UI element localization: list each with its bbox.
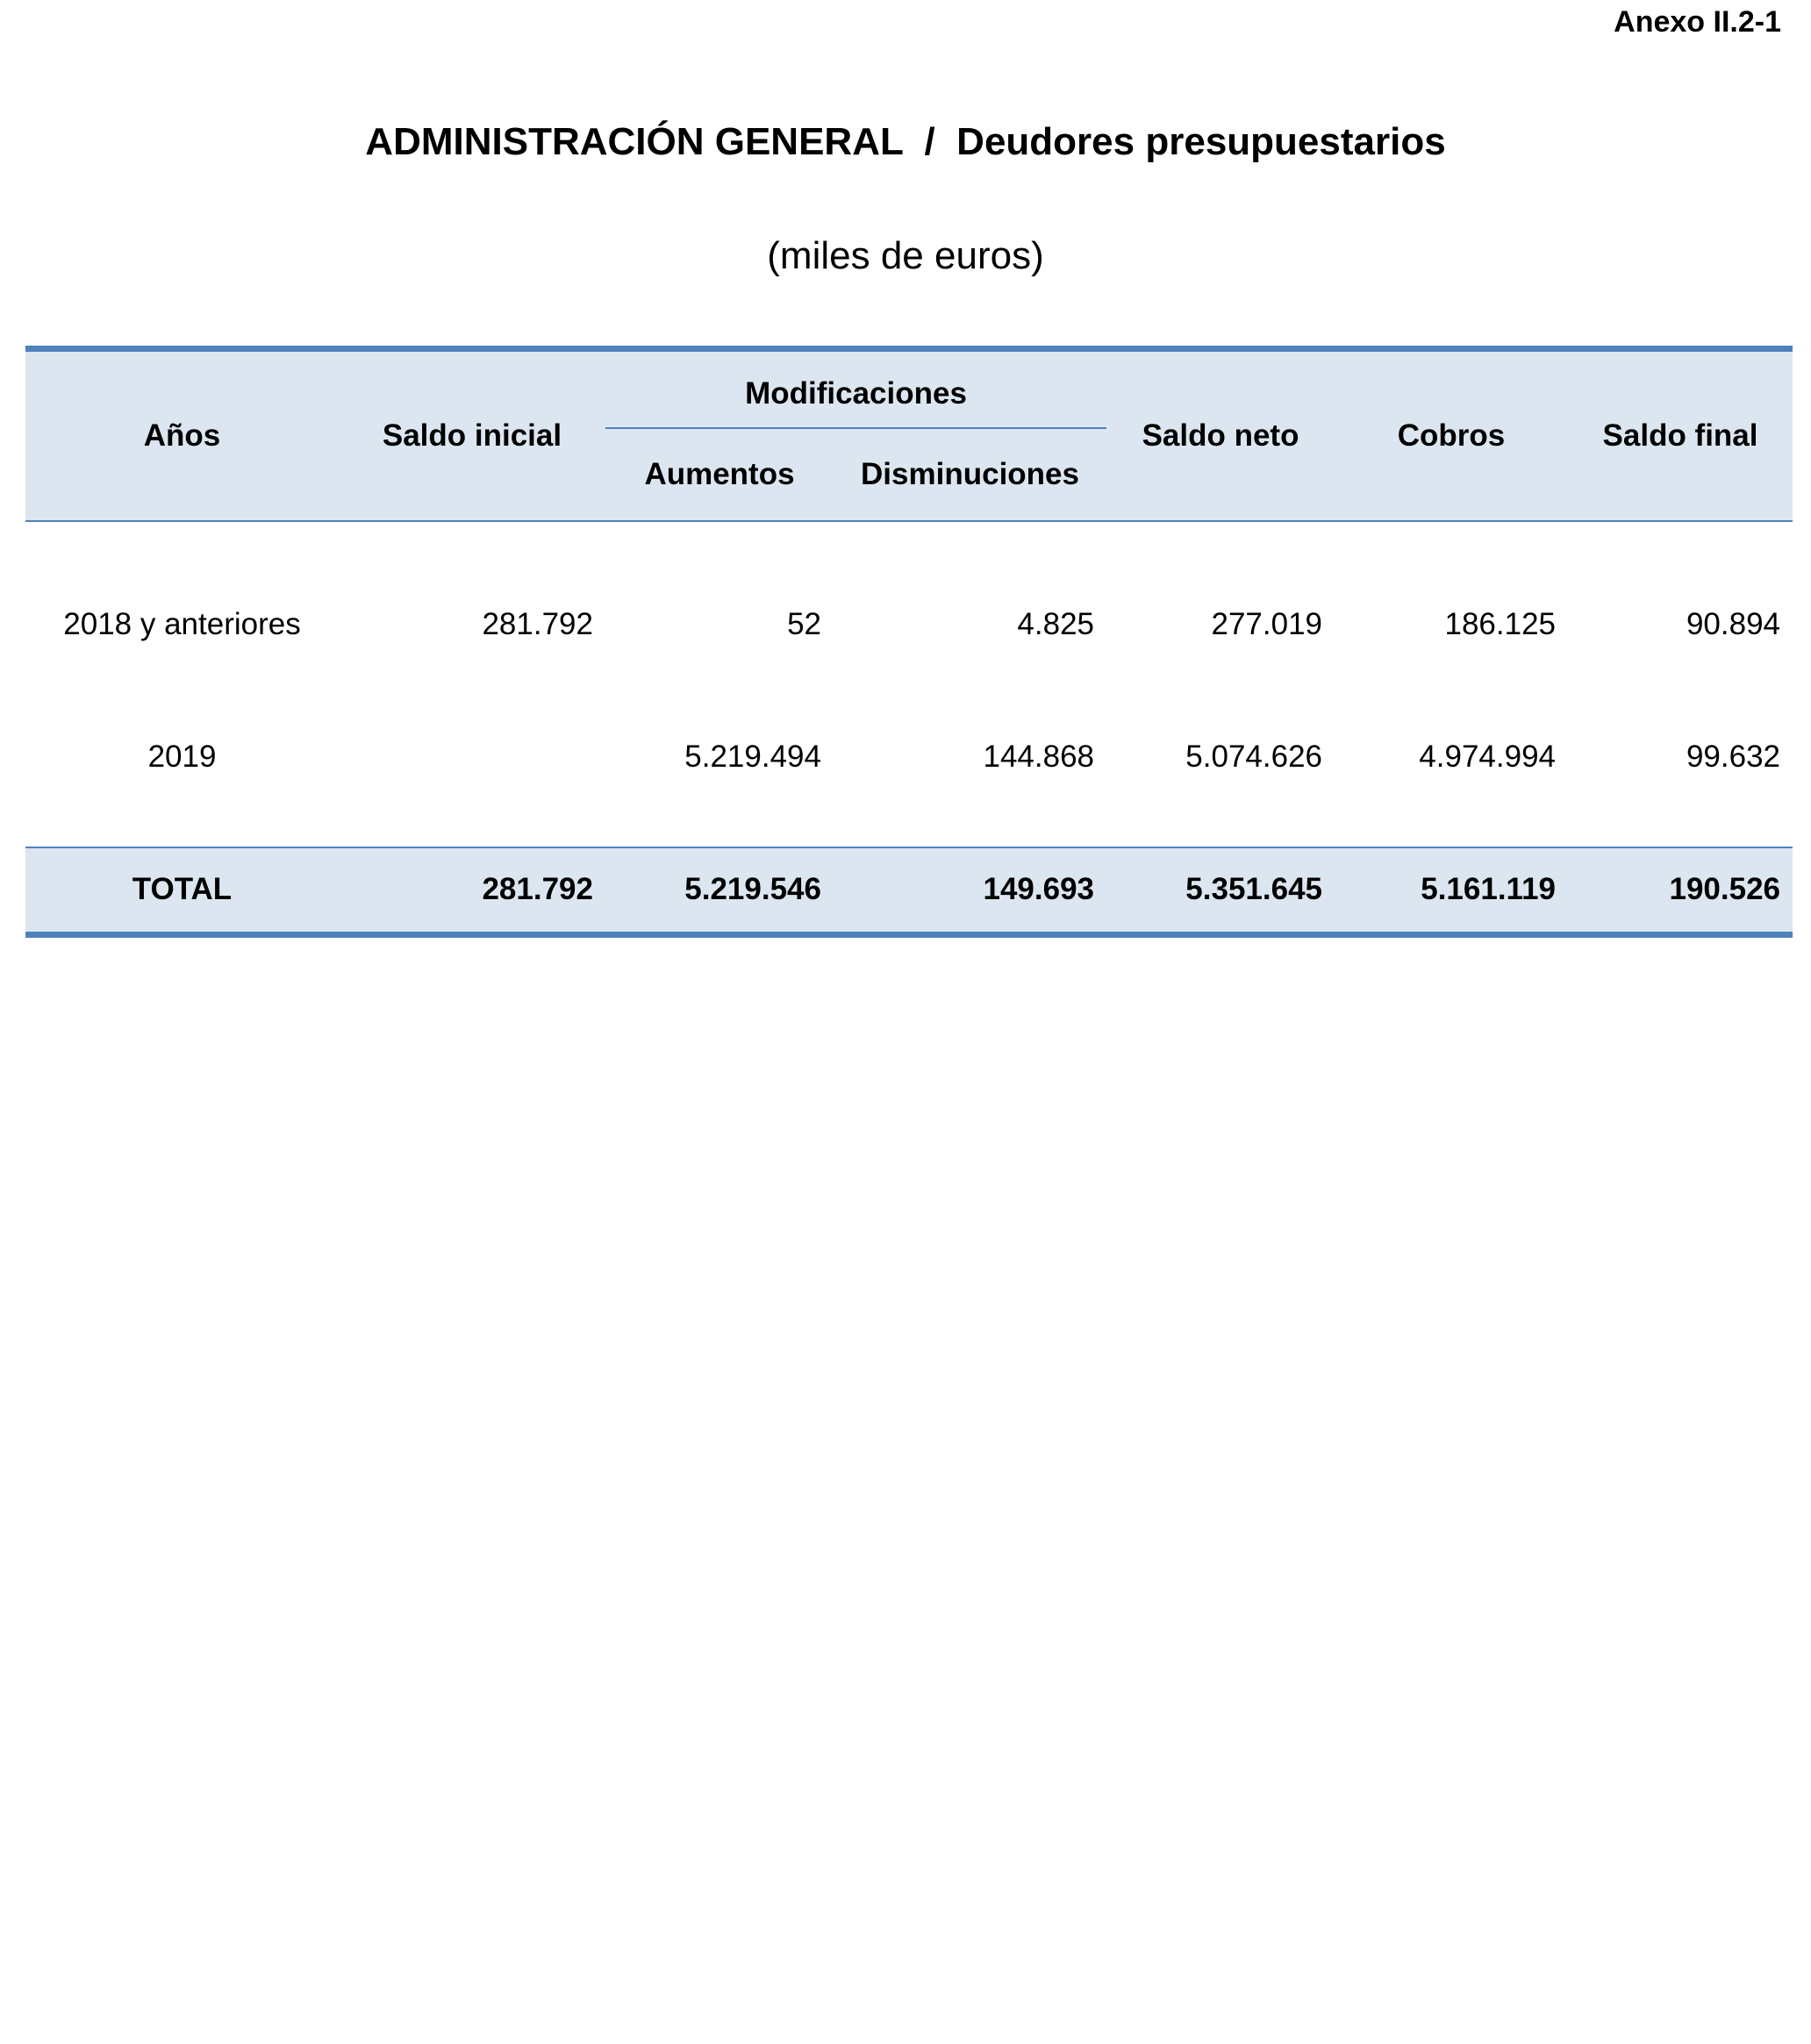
total-saldo-final: 190.526 <box>1568 847 1793 935</box>
page-title: ADMINISTRACIÓN GENERAL / Deudores presupuestarios <box>365 120 1446 163</box>
header-cobros: Cobros <box>1335 349 1568 521</box>
header-saldo-final: Saldo final <box>1568 349 1793 521</box>
header-aumentos: Aumentos <box>605 428 834 521</box>
header-saldo-inicial: Saldo inicial <box>339 349 605 521</box>
cell-anos: 2018 y anteriores <box>63 606 301 641</box>
total-saldo-neto: 5.351.645 <box>1106 847 1335 935</box>
annex-label: Anexo II.2-1 <box>1614 5 1781 39</box>
cell-saldo-final: 90.894 <box>1686 606 1781 641</box>
total-saldo-inicial: 281.792 <box>339 847 605 935</box>
table-body <box>25 521 1793 935</box>
total-aumentos: 5.219.546 <box>605 847 834 935</box>
header-saldo-neto: Saldo neto <box>1106 349 1335 521</box>
cell-saldo-inicial <box>339 690 605 824</box>
table-row <box>25 559 1793 690</box>
cell-aumentos: 52 <box>787 606 821 641</box>
cell-cobros: 186.125 <box>1444 606 1557 641</box>
header-modificaciones: Modificaciones <box>605 349 1106 428</box>
cell-saldo-neto: 5.074.626 <box>1185 739 1323 774</box>
cell-cobros: 4.974.994 <box>1419 739 1557 774</box>
table-row <box>25 690 1793 824</box>
cell-disminuciones: 144.868 <box>983 739 1095 774</box>
spacer <box>25 521 1793 559</box>
total-row <box>25 847 1793 935</box>
cell-anos: 2019 <box>147 739 217 774</box>
header-anos: Años <box>25 349 339 521</box>
cell-saldo-inicial: 281.792 <box>482 606 593 641</box>
debtors-table <box>25 346 1793 938</box>
total-label: TOTAL <box>25 847 339 935</box>
total-disminuciones: 149.693 <box>834 847 1106 935</box>
spacer <box>25 824 1793 847</box>
cell-aumentos: 5.219.494 <box>684 739 821 774</box>
total-cobros: 5.161.119 <box>1335 847 1568 935</box>
cell-disminuciones: 4.825 <box>1017 606 1095 641</box>
page-subtitle: (miles de euros) <box>767 234 1044 277</box>
cell-saldo-neto: 277.019 <box>1211 606 1323 641</box>
table-header <box>25 349 1793 521</box>
cell-saldo-final: 99.632 <box>1686 739 1781 774</box>
header-disminuciones: Disminuciones <box>834 428 1106 521</box>
